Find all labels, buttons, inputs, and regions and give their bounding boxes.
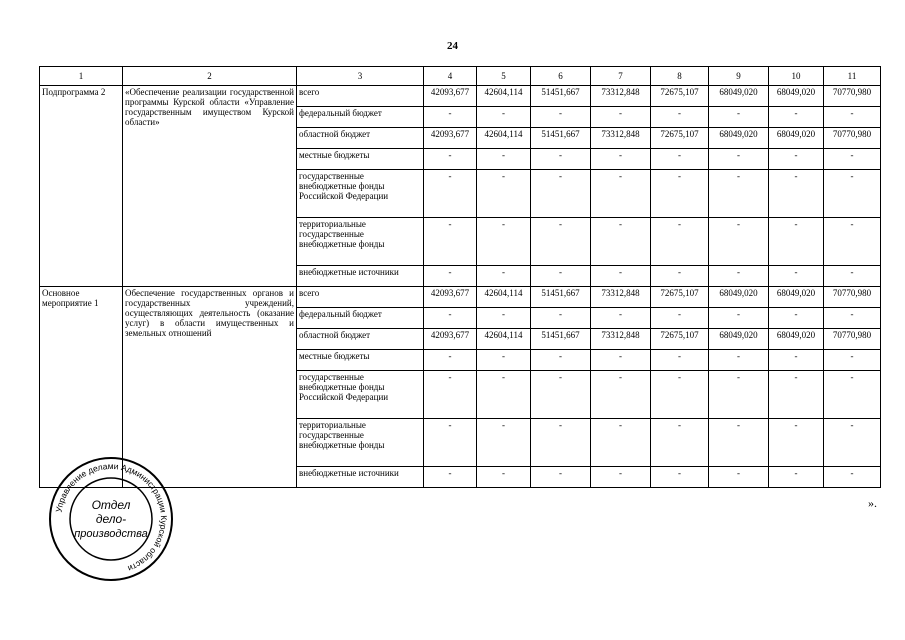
header-row [40, 67, 881, 86]
value-cell: - [651, 308, 709, 329]
value-cell: - [709, 308, 769, 329]
value-cell: 73312,848 [591, 128, 651, 149]
stamp-center-line: Отдел [91, 498, 131, 512]
value-cell: 68049,020 [709, 86, 769, 107]
value-cell: - [424, 149, 477, 170]
funding-source-cell: местные бюджеты [297, 149, 424, 170]
value-cell: 42604,114 [477, 287, 531, 308]
table-row [40, 287, 881, 308]
value-cell: - [824, 107, 881, 128]
value-cell: - [531, 467, 591, 488]
value-cell: 73312,848 [591, 287, 651, 308]
header-cell: 3 [297, 67, 424, 86]
header-cell: 2 [123, 67, 297, 86]
value-cell: - [424, 170, 477, 218]
value-cell: 72675,107 [651, 329, 709, 350]
value-cell: - [824, 467, 881, 488]
funding-source-cell: местные бюджеты [297, 350, 424, 371]
table-body [40, 86, 881, 488]
value-cell: - [531, 107, 591, 128]
value-cell: - [651, 107, 709, 128]
funding-source-cell: территориальные государственные внебюджетные фонды [297, 419, 424, 467]
header-cell: 7 [591, 67, 651, 86]
closing-mark: ». [868, 496, 877, 510]
value-cell: 72675,107 [651, 86, 709, 107]
funding-source-cell: федеральный бюджет [297, 308, 424, 329]
value-cell: 72675,107 [651, 287, 709, 308]
value-cell: - [769, 107, 824, 128]
value-cell: - [824, 419, 881, 467]
funding-source-cell: государственные внебюджетные фонды Российской Федерации [297, 371, 424, 419]
value-cell: - [424, 371, 477, 419]
funding-source-cell: всего [297, 86, 424, 107]
value-cell: 70770,980 [824, 329, 881, 350]
value-cell: - [709, 218, 769, 266]
value-cell: 68049,020 [769, 86, 824, 107]
value-cell: - [531, 371, 591, 419]
value-cell: 51451,667 [531, 86, 591, 107]
stamp [47, 455, 175, 583]
value-cell: 68049,020 [709, 329, 769, 350]
value-cell: 68049,020 [709, 287, 769, 308]
value-cell: - [591, 149, 651, 170]
value-cell: 70770,980 [824, 287, 881, 308]
value-cell: - [824, 308, 881, 329]
value-cell: 51451,667 [531, 128, 591, 149]
page-number: 24 [447, 40, 458, 52]
value-cell: - [824, 170, 881, 218]
value-cell: 73312,848 [591, 329, 651, 350]
value-cell: - [769, 149, 824, 170]
header-cell: 1 [40, 67, 123, 86]
value-cell: - [769, 308, 824, 329]
value-cell: - [591, 371, 651, 419]
value-cell: 42093,677 [424, 86, 477, 107]
value-cell: - [531, 149, 591, 170]
table-row [40, 86, 881, 107]
value-cell: - [769, 170, 824, 218]
value-cell: 68049,020 [769, 329, 824, 350]
value-cell: 42093,677 [424, 329, 477, 350]
value-cell: - [424, 308, 477, 329]
funding-source-cell: областной бюджет [297, 128, 424, 149]
value-cell: 68049,020 [709, 128, 769, 149]
value-cell: - [709, 371, 769, 419]
value-cell: - [424, 107, 477, 128]
value-cell: - [531, 419, 591, 467]
value-cell: - [477, 107, 531, 128]
program-name-cell: Обеспечение государственных органов и государственных учреждений, осуществляющих деятельность (оказание услуг) в области имущественных и земельных отношений [123, 287, 297, 488]
value-cell: - [477, 371, 531, 419]
value-cell: - [591, 266, 651, 287]
value-cell: - [824, 149, 881, 170]
value-cell: - [769, 266, 824, 287]
value-cell: - [769, 371, 824, 419]
value-cell: - [709, 467, 769, 488]
funding-source-cell: федеральный бюджет [297, 107, 424, 128]
value-cell: - [591, 308, 651, 329]
value-cell: - [477, 419, 531, 467]
value-cell: - [531, 218, 591, 266]
stamp-ring-text: Управление делами Администрации Курской области [53, 460, 170, 574]
value-cell: 42093,677 [424, 128, 477, 149]
value-cell: 51451,667 [531, 329, 591, 350]
value-cell: 42093,677 [424, 287, 477, 308]
value-cell: 70770,980 [824, 86, 881, 107]
header-cell: 8 [651, 67, 709, 86]
value-cell: - [824, 266, 881, 287]
value-cell: - [709, 419, 769, 467]
header-cell: 5 [477, 67, 531, 86]
value-cell: - [531, 308, 591, 329]
value-cell: - [651, 467, 709, 488]
value-cell: - [477, 350, 531, 371]
funding-table [39, 66, 881, 488]
value-cell: 42604,114 [477, 128, 531, 149]
header-cell: 10 [769, 67, 824, 86]
value-cell: - [769, 419, 824, 467]
value-cell: - [769, 467, 824, 488]
value-cell: 51451,667 [531, 287, 591, 308]
value-cell: - [424, 350, 477, 371]
value-cell: - [477, 218, 531, 266]
value-cell: - [591, 218, 651, 266]
value-cell: - [651, 419, 709, 467]
value-cell: - [424, 467, 477, 488]
program-code-cell: Основное мероприятие 1 [40, 287, 123, 488]
value-cell: - [591, 107, 651, 128]
value-cell: - [477, 266, 531, 287]
value-cell: - [769, 350, 824, 371]
value-cell: 73312,848 [591, 86, 651, 107]
value-cell: - [651, 371, 709, 419]
value-cell: - [531, 170, 591, 218]
value-cell: - [709, 107, 769, 128]
value-cell: - [424, 218, 477, 266]
value-cell: - [531, 266, 591, 287]
value-cell: - [651, 266, 709, 287]
value-cell: - [651, 218, 709, 266]
value-cell: 42604,114 [477, 329, 531, 350]
funding-source-cell: всего [297, 287, 424, 308]
program-code-cell: Подпрограмма 2 [40, 86, 123, 287]
value-cell: - [651, 149, 709, 170]
value-cell: 68049,020 [769, 128, 824, 149]
value-cell: - [651, 170, 709, 218]
header-cell: 9 [709, 67, 769, 86]
value-cell: - [824, 371, 881, 419]
header-cell: 6 [531, 67, 591, 86]
value-cell: - [424, 419, 477, 467]
value-cell: 72675,107 [651, 128, 709, 149]
value-cell: - [769, 218, 824, 266]
value-cell: - [824, 350, 881, 371]
funding-source-cell: государственные внебюджетные фонды Российской Федерации [297, 170, 424, 218]
value-cell: - [709, 170, 769, 218]
value-cell: - [591, 467, 651, 488]
funding-source-cell: внебюджетные источники [297, 467, 424, 488]
program-name-cell: «Обеспечение реализации государственной программы Курской области «Управление государственным имуществом Курской области» [123, 86, 297, 287]
value-cell: - [477, 308, 531, 329]
value-cell: - [651, 350, 709, 371]
value-cell: - [424, 266, 477, 287]
value-cell: - [709, 266, 769, 287]
funding-source-cell: территориальные государственные внебюджетные фонды [297, 218, 424, 266]
stamp-center-line: производства [74, 528, 148, 540]
value-cell: - [477, 170, 531, 218]
header-cell: 11 [824, 67, 881, 86]
header-cell: 4 [424, 67, 477, 86]
stamp-center-line: дело- [95, 512, 127, 526]
value-cell: - [824, 218, 881, 266]
value-cell: - [477, 467, 531, 488]
funding-source-cell: областной бюджет [297, 329, 424, 350]
value-cell: 42604,114 [477, 86, 531, 107]
funding-source-cell: внебюджетные источники [297, 266, 424, 287]
value-cell: - [709, 149, 769, 170]
value-cell: - [531, 350, 591, 371]
value-cell: - [709, 350, 769, 371]
value-cell: - [591, 419, 651, 467]
value-cell: - [477, 149, 531, 170]
value-cell: 68049,020 [769, 287, 824, 308]
value-cell: 70770,980 [824, 128, 881, 149]
value-cell: - [591, 170, 651, 218]
value-cell: - [591, 350, 651, 371]
